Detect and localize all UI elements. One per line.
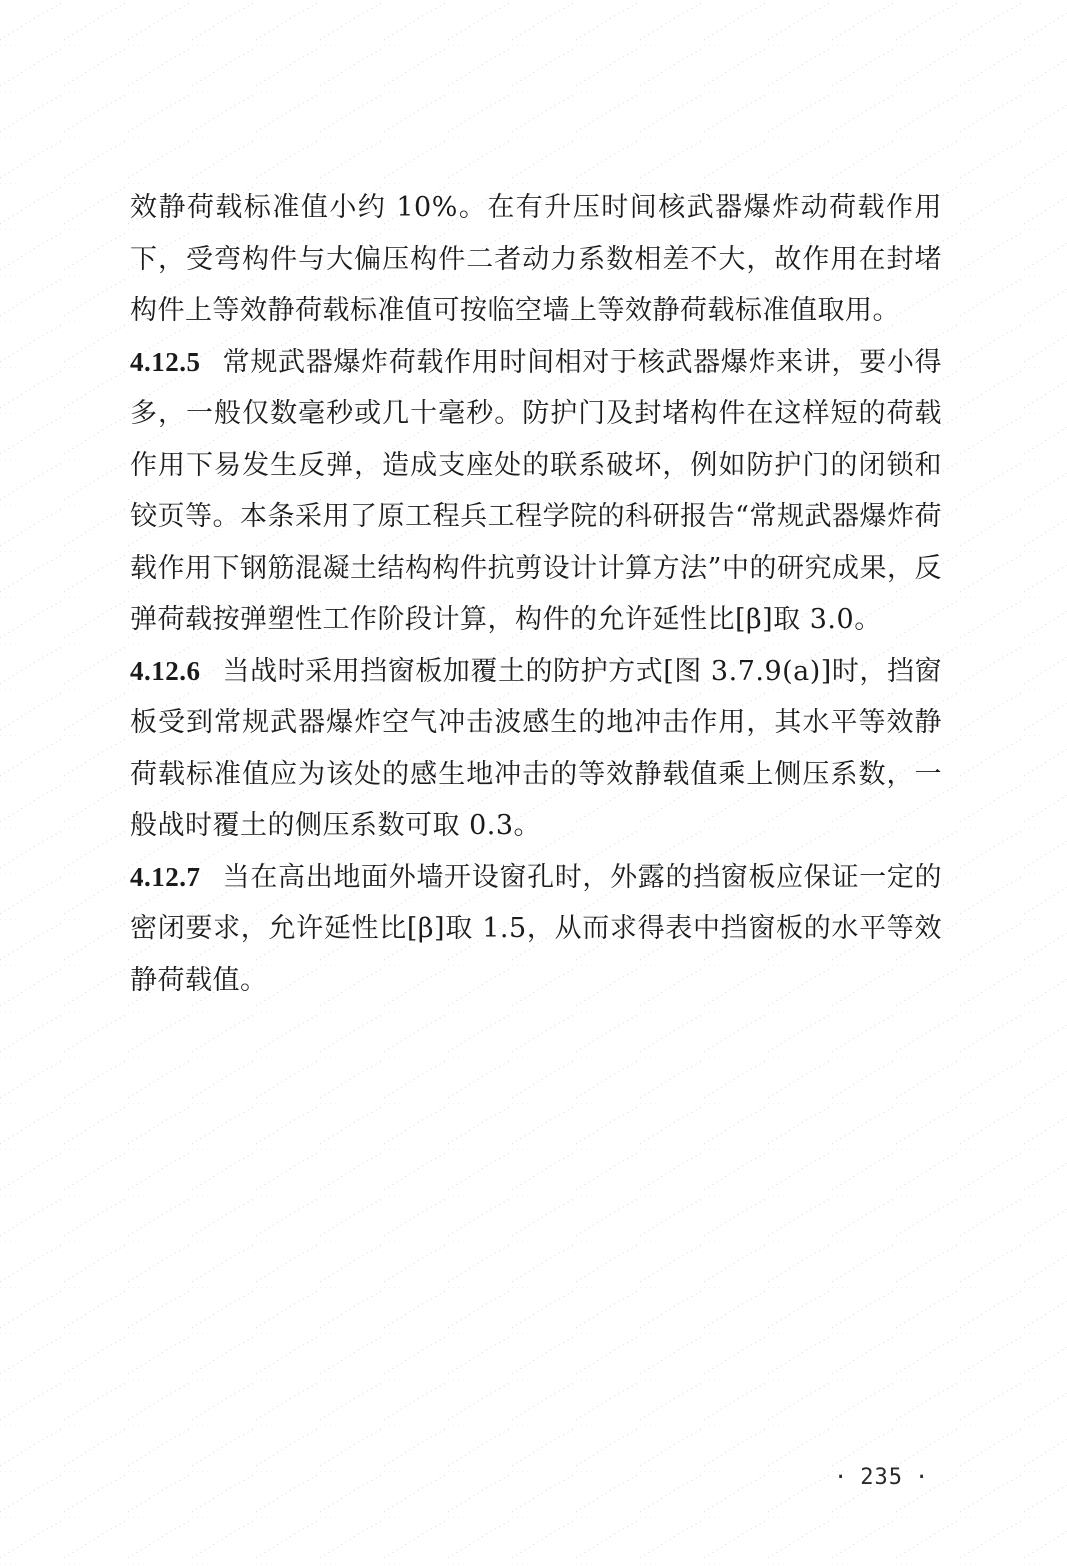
section-number: 4.12.7 xyxy=(130,861,201,892)
document-body xyxy=(130,182,942,1006)
section-4-12-7 xyxy=(130,852,942,1007)
paragraph-text: 当战时采用挡窗板加覆土的防护方式[图 3.7.9(a)]时，挡窗板受到常规武器爆炸空气冲击波感生的地冲击作用，其水平等效静荷载标准值应为该处的感生地冲击的等效静载值乘上侧压系数，一般战时覆土的侧压系数可取 0.3。 xyxy=(130,655,942,841)
bullet-left: · xyxy=(834,1465,849,1490)
paragraph-continuation xyxy=(130,182,942,337)
section-4-12-5 xyxy=(130,337,942,646)
paragraph-text: 当在高出地面外墙开设窗孔时，外露的挡窗板应保证一定的密闭要求，允许延性比[β]取 1.5，从而求得表中挡窗板的水平等效静荷载值。 xyxy=(130,861,942,996)
paragraph-text: 常规武器爆炸荷载作用时间相对于核武器爆炸来讲，要小得多，一般仅数毫秒或几十毫秒。防护门及封堵构件在这样短的荷载作用下易发生反弹，造成支座处的联系破坏，例如防护门的闭锁和铰页等。本条采用了原工程兵工程学院的科研报告“常规武器爆炸荷载作用下钢筋混凝土结构构件抗剪设计计算方法”中的研究成果，反弹荷载按弹塑性工作阶段计算，构件的允许延性比[β]取 3.0。 xyxy=(130,346,942,635)
section-number: 4.12.5 xyxy=(130,346,201,377)
section-4-12-6 xyxy=(130,646,942,852)
bullet-right: · xyxy=(915,1465,930,1490)
section-number: 4.12.6 xyxy=(130,655,201,686)
paragraph-text: 效静荷载标准值小约 10%。在有升压时间核武器爆炸动荷载作用下，受弯构件与大偏压构件二者动力系数相差不大，故作用在封堵构件上等效静荷载标准值可按临空墙上等效静荷载标准值取用。 xyxy=(130,192,942,326)
page-number xyxy=(822,1465,941,1490)
page-number-value: 235 xyxy=(860,1465,903,1490)
